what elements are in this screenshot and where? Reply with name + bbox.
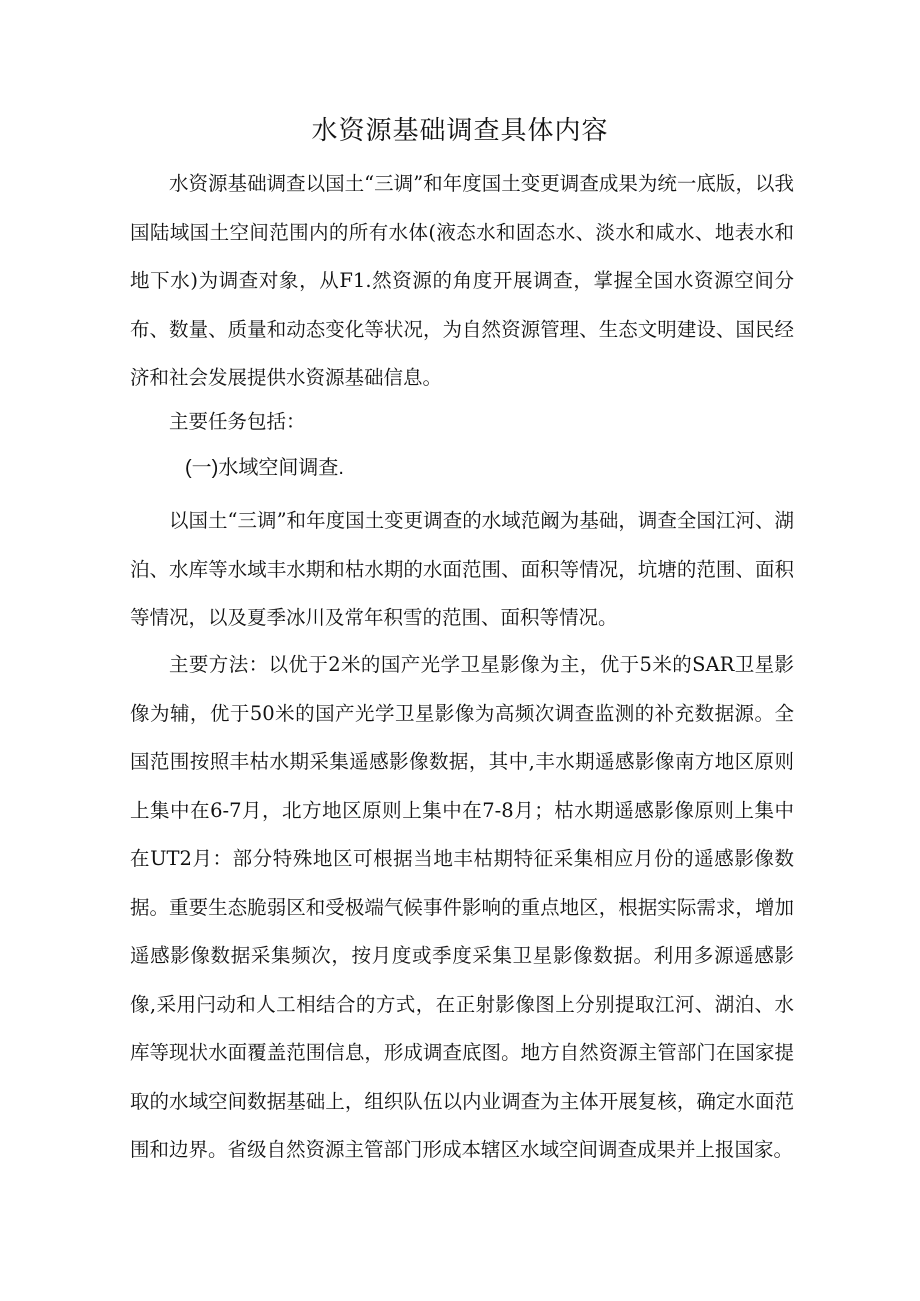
method-paragraph: 主要方法：以优于2米的国产光学卫星影像为主，优于5米的SAR卫星影像为辅，优于50米的国产光学卫星影像为高频次调查监测的补充数据源。全国范围按照丰枯水期采集遥感影像数据，其中,丰水期遥感影像南方地区原则上集中在6-7月，北方地区原则上集中在7-8月；枯水期遥感影像原则上集中在UT2月：部分特殊地区可根据当地丰枯期特征采集相应月份的遥感影像数据。重要生态脆弱区和受极端气候事件影响的重点地区，根据实际需求，增加遥感影像数据采集频次，按月度或季度采集卫星影像数据。利用多源遥感影像,采用闩动和人工相结合的方式，在正射影像图上分别提取江河、湖泊、水库等现状水面覆盖范围信息，形成调查底图。地方自然资源主管部门在国家提取的水域空间数据基础上，组织队伍以内业调查为主体开展复核，确定水面范围和边界。省级自然资源主管部门形成本辖区水域空间调查成果并上报国家。 xyxy=(130,653,794,1161)
section-content-paragraph: 以国土“三调”和年度国土变更调查的水域范阚为基础，调查全国江河、湖泊、水库等水域丰水期和枯水期的水面范围、面积等情况，坑塘的范围、面积等情况，以及夏季冰川及常年积雪的范围、面积等情况。 xyxy=(130,509,794,629)
document-title: 水资源基础调查具体内容 xyxy=(311,116,609,146)
tasks-label: 主要任务包括： xyxy=(169,410,306,433)
intro-paragraph: 水资源基础调查以国土“三调”和年度国土变更调查成果为统一底版，以我国陆域国土空间范围内的所有水体(液态水和固态水、淡水和咸水、地表水和地下水)为调查对象，从F1.然资源的角度开展调查，掌握全国水资源空间分布、数量、质量和动态变化等状况，为自然资源管理、生态文明建设、国民经济和社会发展提供水资源基础信息。 xyxy=(130,172,794,389)
section-heading-water-space: (一)水域空间调查. xyxy=(185,457,344,479)
